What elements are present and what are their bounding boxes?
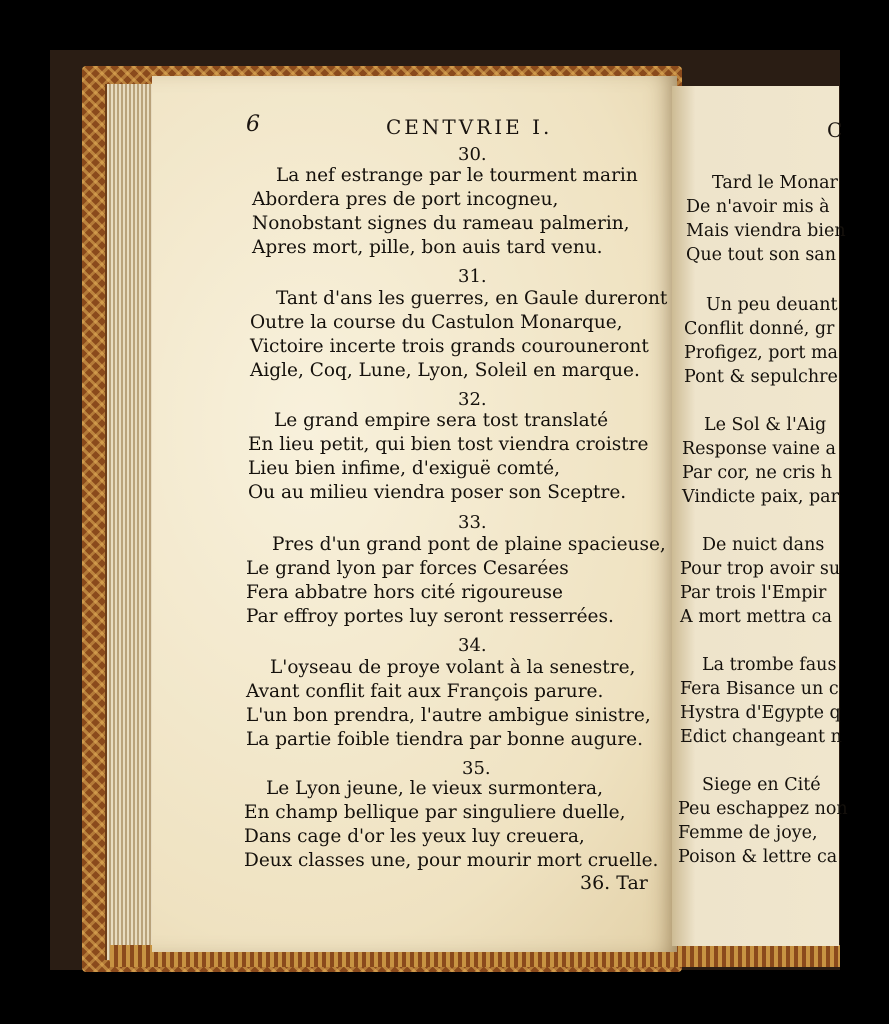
right-line: Femme de joye, [678, 823, 818, 843]
right-line: Edict changeant n [680, 727, 842, 747]
right-line: La trombe faus [702, 655, 837, 675]
right-line: Siege en Cité [702, 775, 821, 795]
right-line: Pont & sepulchre [684, 367, 838, 387]
verse-line: Ou au milieu viendra poser son Sceptre. [248, 482, 627, 503]
verse-line: Outre la course du Castulon Monarque, [250, 312, 623, 333]
verse-number: 30. [458, 144, 487, 165]
right-page [672, 86, 848, 946]
right-line: Pour trop avoir su [680, 559, 841, 579]
verse-line: Abordera pres de port incogneu, [252, 189, 559, 210]
right-line: Vindicte paix, par [682, 487, 839, 507]
verse-line: Tant d'ans les guerres, en Gaule dureront [276, 288, 668, 309]
catchword: 36. Tar [580, 872, 648, 894]
right-line: Mais viendra bien [686, 221, 846, 241]
verse-number: 32. [458, 389, 487, 410]
verse-number: 34. [458, 635, 487, 656]
verse-line: Le grand empire sera tost translaté [274, 410, 609, 431]
verse-line: Fera abbatre hors cité rigoureuse [246, 582, 563, 603]
right-line: Un peu deuant [706, 295, 838, 315]
verse-line: Deux classes une, pour mourir mort cruelle. [244, 850, 659, 871]
page-header [246, 112, 576, 142]
right-running-head: C [827, 118, 843, 142]
right-line: Tard le Monar [712, 173, 838, 193]
verse-line: Par effroy portes luy seront resserrées. [246, 606, 614, 627]
verse-line: Le grand lyon par forces Cesarées [246, 558, 569, 579]
right-line: Par cor, ne cris h [682, 463, 833, 483]
verse-line: Apres mort, pille, bon auis tard venu. [252, 237, 603, 258]
page-number: 6 [246, 112, 260, 137]
verse-line: En lieu petit, qui bien tost viendra croistre [248, 434, 649, 455]
verse-line: Le Lyon jeune, le vieux surmontera, [266, 778, 603, 799]
right-line: Hystra d'Egypte q [680, 703, 841, 723]
verse-line: En champ bellique par singuliere duelle, [244, 802, 626, 823]
right-line: Le Sol & l'Aig [704, 415, 827, 435]
verse-number: 33. [458, 512, 487, 533]
verse-number: 35. [462, 758, 491, 779]
right-line: Conflit donné, gr [684, 319, 835, 339]
right-line: Que tout son san [686, 245, 837, 265]
right-line: Poison & lettre ca [678, 847, 838, 867]
running-head: CENTVRIE I. [386, 115, 553, 139]
right-line: Peu eschappez non [678, 799, 848, 819]
verse-line: La nef estrange par le tourment marin [276, 165, 638, 186]
verse-line: L'oyseau de proye volant à la senestre, [270, 657, 636, 678]
verse-number: 31. [458, 266, 487, 287]
right-line: De n'avoir mis à [686, 197, 830, 217]
verse-line: Avant conflit fait aux François parure. [246, 681, 604, 702]
right-line: De nuict dans [702, 535, 825, 555]
verse-line: Nonobstant signes du rameau palmerin, [252, 213, 630, 234]
right-line: Par trois l'Empir [680, 583, 827, 603]
verse-line: La partie foible tiendra par bonne augure. [246, 729, 644, 750]
right-line: A mort mettra ca [680, 607, 832, 627]
verse-line: Aigle, Coq, Lune, Lyon, Soleil en marque. [250, 360, 640, 381]
right-line: Response vaine a [682, 439, 836, 459]
verse-line: Pres d'un grand pont de plaine spacieuse, [272, 534, 666, 555]
verse-line: Lieu bien infime, d'exiguë comté, [248, 458, 560, 479]
verse-line: Dans cage d'or les yeux luy creuera, [244, 826, 585, 847]
right-line: Profigez, port ma [684, 343, 838, 363]
verse-line: Victoire incerte trois grands courouneront [250, 336, 649, 357]
verse-line: L'un bon prendra, l'autre ambigue sinistre, [246, 705, 651, 726]
right-line: Fera Bisance un c [680, 679, 839, 699]
